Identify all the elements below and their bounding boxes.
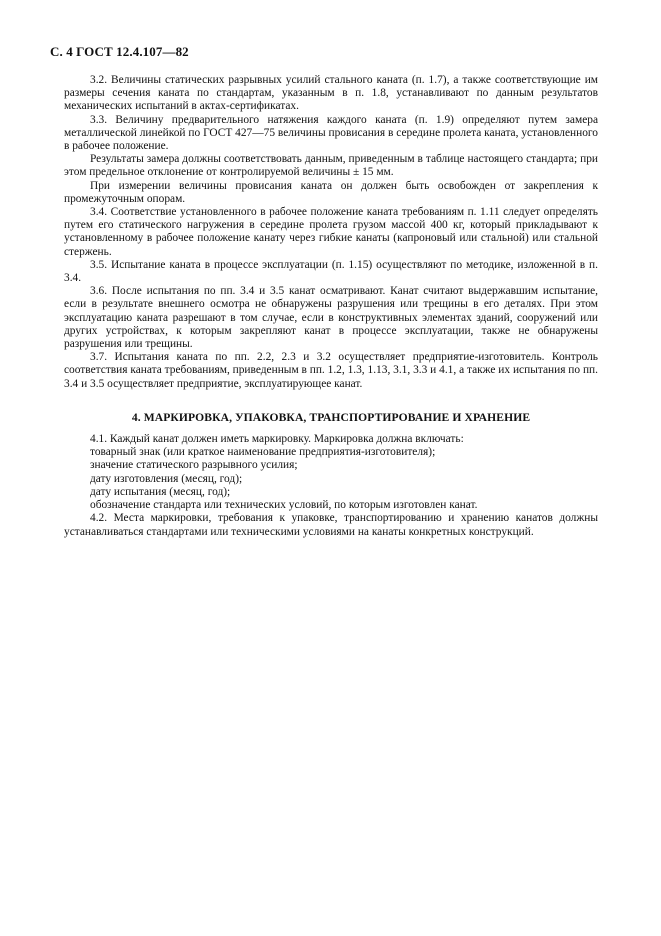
paragraph-3-5: 3.5. Испытание каната в процессе эксплуатации (п. 1.15) осуществляют по методике, изложенной в п. 3.4. (64, 258, 598, 285)
paragraph-3-3-measurement: При измерении величины провисания каната он должен быть освобожден от закрепления к промежуточным опорам. (64, 179, 598, 205)
marking-item: дату изготовления (месяц, год); (90, 472, 243, 485)
paragraph-3-3-results: Результаты замера должны соответствовать данным, приведенным в таблице настоящего стандарта; при этом предельное отклонение от контролируемой величины ± 15 мм. (64, 153, 598, 179)
marking-item: товарный знак (или краткое наименование предприятия-изготовителя); (90, 446, 436, 459)
paragraph-3-7: 3.7. Испытания каната по пп. 2.2, 2.3 и 3.2 осуществляет предприятие-изготовитель. Контроль соответствия каната требованиям, приведенным в пп. 1.2, 1.3, 1.13, 3.1, 3.3 и 4.1, а также их испытания по пп. 3.4 и 3.5 осуществляет предприятие, эксплуатирующее канат. (64, 351, 598, 390)
marking-item: значение статического разрывного усилия; (90, 459, 298, 472)
paragraph-4-2: 4.2. Места маркировки, требования к упаковке, транспортированию и хранению канатов должны устанавливаться стандартами или техническими условиями на канаты конкретных конструкций. (64, 512, 598, 538)
document-body (64, 74, 598, 539)
paragraph-3-4: 3.4. Соответствие установленного в рабочее положение каната требованиям п. 1.11 следует определять путем его статического нагружения в середине пролета грузом массой 400 кг, который прикладывают к установленному в рабочее положение канату через гибкие канаты (капроновый или стальной) или стальной стержень. (64, 206, 598, 258)
paragraph-3-3: 3.3. Величину предварительного натяжения каждого каната (п. 1.9) определяют путем замера металлической линейкой по ГОСТ 427—75 величины провисания в середине пролета каната, установленного в рабочее положение. (64, 113, 598, 153)
paragraph-3-6: 3.6. После испытания по пп. 3.4 и 3.5 канат осматривают. Канат считают выдержавшим испытание, если в результате внешнего осмотра не обнаружены разрушения или трещины в его деталях. При этом эксплуатацию каната разрешают в том случае, если в конструктивных элементах зданий, сооружений или других устройствах, к которым закрепляют канат в процессе эксплуатации, также не обнаружены разрушения или трещины. (64, 285, 598, 351)
page-header: С. 4 ГОСТ 12.4.107—82 (50, 44, 189, 59)
paragraph-4-1: 4.1. Каждый канат должен иметь маркировку. Маркировка должна включать: (90, 433, 464, 446)
marking-item: обозначение стандарта или технических условий, по которым изготовлен канат. (90, 499, 478, 512)
section-4-heading: 4. МАРКИРОВКА, УПАКОВКА, ТРАНСПОРТИРОВАНИЕ И ХРАНЕНИЕ (131, 410, 531, 424)
marking-item: дату испытания (месяц, год); (90, 485, 231, 498)
paragraph-3-2: 3.2. Величины статических разрывных усилий стального каната (п. 1.7), а также соответствующие им размеры сечения каната по стандартам, указанным в п. 1.8, устанавливают по данным результатов механических испытаний в актах-сертификатах. (64, 74, 598, 113)
